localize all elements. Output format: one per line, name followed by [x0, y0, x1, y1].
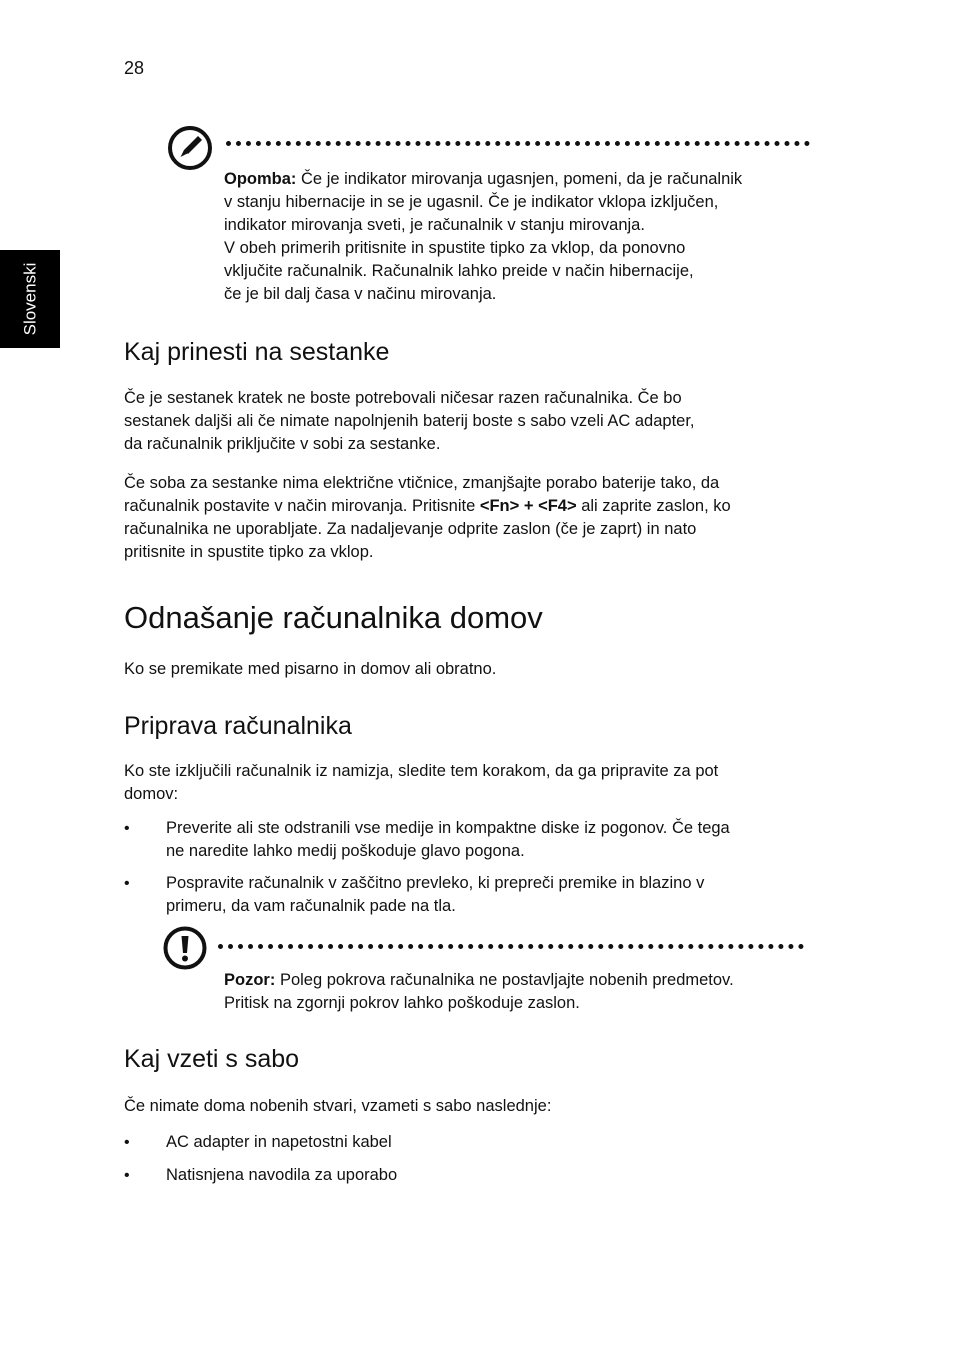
language-tab-label: Slovenski [20, 262, 40, 336]
prepare-intro-line-2: domov: [124, 785, 179, 803]
exclamation-caution-icon [162, 925, 208, 971]
home-section-title: Odnašanje računalnika domov [124, 600, 543, 635]
note-body [224, 168, 824, 306]
note-line-5: vključite računalnik. Računalnik lahko preide v način hibernacije, [224, 262, 694, 280]
note-line-3: indikator mirovanja sveti, je računalnik v stanju mirovanja. [224, 216, 645, 234]
caution-label: Pozor: [224, 971, 276, 989]
pencil-note-icon [166, 124, 214, 172]
take-heading: Kaj vzeti s sabo [124, 1045, 300, 1073]
meetings-p2-line-4: pritisnite in spustite tipko za vklop. [124, 543, 374, 561]
meetings-p2-line-1: Če soba za sestanke nima električne vtičnice, zmanjšajte porabo baterije tako, da [124, 474, 720, 492]
list-item: Pospravite računalnik v zaščitno prevleko, ki prepreči premike in blazino v primeru, da vam računalnik pade na tla. [166, 874, 705, 915]
key-combo: <Fn> + <F4> [479, 497, 577, 515]
list-item: Preverite ali ste odstranili vse medije in kompaktne diske iz pogonov. Če tega ne naredite lahko medij poškoduje glavo pogona. [166, 819, 730, 860]
note-line-4: V obeh primerih pritisnite in spustite tipko za vklop, da ponovno [224, 239, 686, 257]
bullet-marker: • [124, 1134, 130, 1151]
note-line-1: Opomba: Če je indikator mirovanja ugasnjen, pomeni, da je računalnik [224, 170, 743, 188]
meetings-heading: Kaj prinesti na sestanke [124, 338, 390, 366]
prepare-intro [124, 760, 824, 806]
meetings-p1-line-2: sestanek daljši ali če nimate napolnjenih baterij boste s sabo vzeli AC adapter, [124, 412, 695, 430]
note-dotted-rule [226, 141, 810, 146]
meetings-paragraph-1 [124, 387, 824, 456]
note-label: Opomba: [224, 170, 297, 188]
note-line-6: če je bil dalj časa v načinu mirovanja. [224, 285, 497, 303]
caution-line-2: Pritisk na zgornji pokrov lahko poškoduje zaslon. [224, 994, 580, 1012]
meetings-p2-line-2: računalnik postavite v način mirovanja. Pritisnite <Fn> + <F4> ali zaprite zaslon, ko [124, 497, 731, 515]
bullet-marker: • [124, 875, 130, 892]
language-side-tab [0, 250, 60, 348]
list-item: AC adapter in napetostni kabel [166, 1133, 392, 1151]
caution-line-1: Pozor: Poleg pokrova računalnika ne postavljajte nobenih predmetov. [224, 971, 734, 989]
home-section-intro: Ko se premikate med pisarno in domov ali obratno. [124, 660, 497, 678]
caution-body [224, 969, 824, 1015]
meetings-paragraph-2 [124, 472, 824, 564]
meetings-p1-line-1: Če je sestanek kratek ne boste potrebovali ničesar razen računalnika. Če bo [124, 389, 682, 407]
bullet-marker: • [124, 1167, 130, 1184]
take-intro: Če nimate doma nobenih stvari, vzameti s sabo naslednje: [124, 1097, 552, 1115]
meetings-p1-line-3: da računalnik priključite v sobi za sestanke. [124, 435, 441, 453]
caution-dotted-rule [218, 944, 804, 949]
list-item: Natisnjena navodila za uporabo [166, 1166, 398, 1184]
note-line-2: v stanju hibernacije in se je ugasnil. Če je indikator vklopa izključen, [224, 193, 719, 211]
bullet-marker: • [124, 820, 130, 837]
page-number: 28 [124, 58, 145, 78]
prepare-intro-line-1: Ko ste izključili računalnik iz namizja, sledite tem korakom, da ga pripravite za pot [124, 762, 719, 780]
prepare-heading: Priprava računalnika [124, 712, 352, 740]
meetings-p2-line-3: računalnika ne uporabljate. Za nadaljevanje odprite zaslon (če je zaprt) in nato [124, 520, 697, 538]
